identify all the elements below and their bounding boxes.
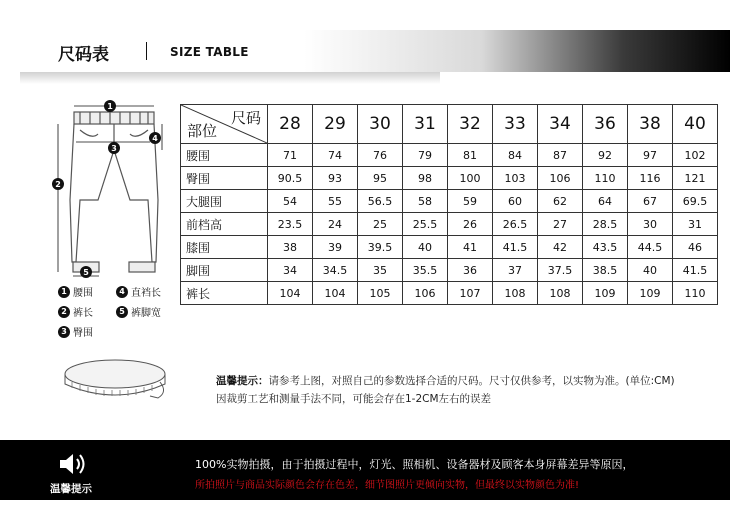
legend-item: 5 裤脚宽 xyxy=(116,304,161,319)
size-header-cell: 30 xyxy=(358,105,403,144)
table-cell: 39.5 xyxy=(358,236,403,259)
size-header-cell: 28 xyxy=(268,105,313,144)
size-header-cell: 33 xyxy=(493,105,538,144)
measuring-tape-icon xyxy=(60,352,170,402)
table-cell: 26 xyxy=(448,213,493,236)
corner-part-label: 部位 xyxy=(187,122,218,140)
table-cell: 98 xyxy=(403,167,448,190)
row-label: 大腿围 xyxy=(181,190,268,213)
page-title: 尺码表 xyxy=(58,45,109,65)
note-line-2: 因裁剪工艺和测量手法不同，可能会存在1-2CM左右的误差 xyxy=(216,393,492,405)
header-shadow xyxy=(20,72,440,84)
table-cell: 106 xyxy=(538,167,583,190)
legend-item: 2 裤长 xyxy=(58,304,93,319)
table-cell: 64 xyxy=(583,190,628,213)
table-cell: 30 xyxy=(628,213,673,236)
size-header-cell: 36 xyxy=(583,105,628,144)
table-cell: 46 xyxy=(673,236,718,259)
diagram-markers xyxy=(52,100,161,278)
marker-4: 4 xyxy=(152,134,158,143)
row-label: 前档高 xyxy=(181,213,268,236)
table-cell: 110 xyxy=(673,282,718,305)
table-cell: 105 xyxy=(358,282,403,305)
footer-line-2: 所拍照片与商品实际颜色会存在色差，细节图照片更倾向实物，但最终以实物颜色为准! xyxy=(195,480,580,491)
size-note xyxy=(216,372,675,408)
table-cell: 107 xyxy=(448,282,493,305)
table-cell: 81 xyxy=(448,144,493,167)
table-cell: 27 xyxy=(538,213,583,236)
table-cell: 62 xyxy=(538,190,583,213)
table-cell: 76 xyxy=(358,144,403,167)
table-cell: 59 xyxy=(448,190,493,213)
table-cell: 121 xyxy=(673,167,718,190)
marker-5: 5 xyxy=(83,268,89,277)
table-cell: 44.5 xyxy=(628,236,673,259)
table-cell: 58 xyxy=(403,190,448,213)
table-cell: 67 xyxy=(628,190,673,213)
table-cell: 60 xyxy=(493,190,538,213)
table-cell: 41.5 xyxy=(673,259,718,282)
table-row xyxy=(181,213,718,236)
header-divider xyxy=(146,42,147,60)
size-header-cell: 31 xyxy=(403,105,448,144)
table-cell: 42 xyxy=(538,236,583,259)
table-cell: 104 xyxy=(268,282,313,305)
table-cell: 108 xyxy=(538,282,583,305)
size-header-cell: 32 xyxy=(448,105,493,144)
table-cell: 43.5 xyxy=(583,236,628,259)
page-subtitle: SIZE TABLE xyxy=(170,45,249,59)
table-cell: 109 xyxy=(628,282,673,305)
table-cell: 69.5 xyxy=(673,190,718,213)
table-row xyxy=(181,259,718,282)
table-cell: 110 xyxy=(583,167,628,190)
footer-line-1: 100%实物拍摄，由于拍摄过程中，灯光、照相机、设备器材及顾客本身屏幕差异等原因， xyxy=(195,458,634,471)
table-cell: 36 xyxy=(448,259,493,282)
corner-cell xyxy=(181,105,268,144)
table-cell: 37 xyxy=(493,259,538,282)
table-cell: 92 xyxy=(583,144,628,167)
legend-item: 3 臀围 xyxy=(58,324,93,339)
table-cell: 24 xyxy=(313,213,358,236)
table-cell: 106 xyxy=(403,282,448,305)
table-cell: 109 xyxy=(583,282,628,305)
footer-icon-label: 温馨提示 xyxy=(50,483,92,495)
row-label: 臀围 xyxy=(181,167,268,190)
table-cell: 39 xyxy=(313,236,358,259)
table-cell: 84 xyxy=(493,144,538,167)
table-cell: 23.5 xyxy=(268,213,313,236)
table-cell: 26.5 xyxy=(493,213,538,236)
table-cell: 38.5 xyxy=(583,259,628,282)
table-cell: 87 xyxy=(538,144,583,167)
table-cell: 90.5 xyxy=(268,167,313,190)
legend-item: 4 直裆长 xyxy=(116,284,161,299)
size-header-cell: 34 xyxy=(538,105,583,144)
table-cell: 34.5 xyxy=(313,259,358,282)
header-banner xyxy=(20,30,730,72)
table-cell: 38 xyxy=(268,236,313,259)
table-header-row xyxy=(181,105,718,144)
table-cell: 28.5 xyxy=(583,213,628,236)
size-table xyxy=(180,104,718,305)
table-cell: 35 xyxy=(358,259,403,282)
table-cell: 100 xyxy=(448,167,493,190)
table-cell: 93 xyxy=(313,167,358,190)
table-cell: 25.5 xyxy=(403,213,448,236)
table-cell: 31 xyxy=(673,213,718,236)
table-cell: 41.5 xyxy=(493,236,538,259)
table-cell: 41 xyxy=(448,236,493,259)
note-line-1: 请参考上图，对照自己的参数选择合适的尺码。尺寸仅供参考，以实物为准。(单位:CM) xyxy=(268,375,675,387)
size-header-cell: 38 xyxy=(628,105,673,144)
marker-1: 1 xyxy=(107,102,113,111)
table-row xyxy=(181,282,718,305)
table-cell: 71 xyxy=(268,144,313,167)
table-cell: 37.5 xyxy=(538,259,583,282)
row-label: 腰围 xyxy=(181,144,268,167)
table-cell: 108 xyxy=(493,282,538,305)
size-header-cell: 29 xyxy=(313,105,358,144)
note-label: 温馨提示： xyxy=(216,375,269,387)
table-row xyxy=(181,190,718,213)
table-cell: 97 xyxy=(628,144,673,167)
table-cell: 56.5 xyxy=(358,190,403,213)
row-label: 膝围 xyxy=(181,236,268,259)
table-cell: 95 xyxy=(358,167,403,190)
table-cell: 79 xyxy=(403,144,448,167)
marker-3: 3 xyxy=(111,144,117,153)
table-cell: 74 xyxy=(313,144,358,167)
table-cell: 25 xyxy=(358,213,403,236)
table-row xyxy=(181,236,718,259)
table-cell: 102 xyxy=(673,144,718,167)
table-row xyxy=(181,167,718,190)
legend-item: 1 腰围 xyxy=(58,284,93,299)
table-cell: 34 xyxy=(268,259,313,282)
table-cell: 35.5 xyxy=(403,259,448,282)
table-cell: 40 xyxy=(628,259,673,282)
table-cell: 40 xyxy=(403,236,448,259)
table-row xyxy=(181,144,718,167)
marker-2: 2 xyxy=(55,180,61,189)
table-cell: 55 xyxy=(313,190,358,213)
table-cell: 104 xyxy=(313,282,358,305)
row-label: 脚围 xyxy=(181,259,268,282)
size-header-cell: 40 xyxy=(673,105,718,144)
table-cell: 103 xyxy=(493,167,538,190)
table-cell: 116 xyxy=(628,167,673,190)
corner-size-label: 尺码 xyxy=(230,109,261,127)
table-cell: 54 xyxy=(268,190,313,213)
row-label: 裤长 xyxy=(181,282,268,305)
speaker-icon xyxy=(58,450,90,478)
